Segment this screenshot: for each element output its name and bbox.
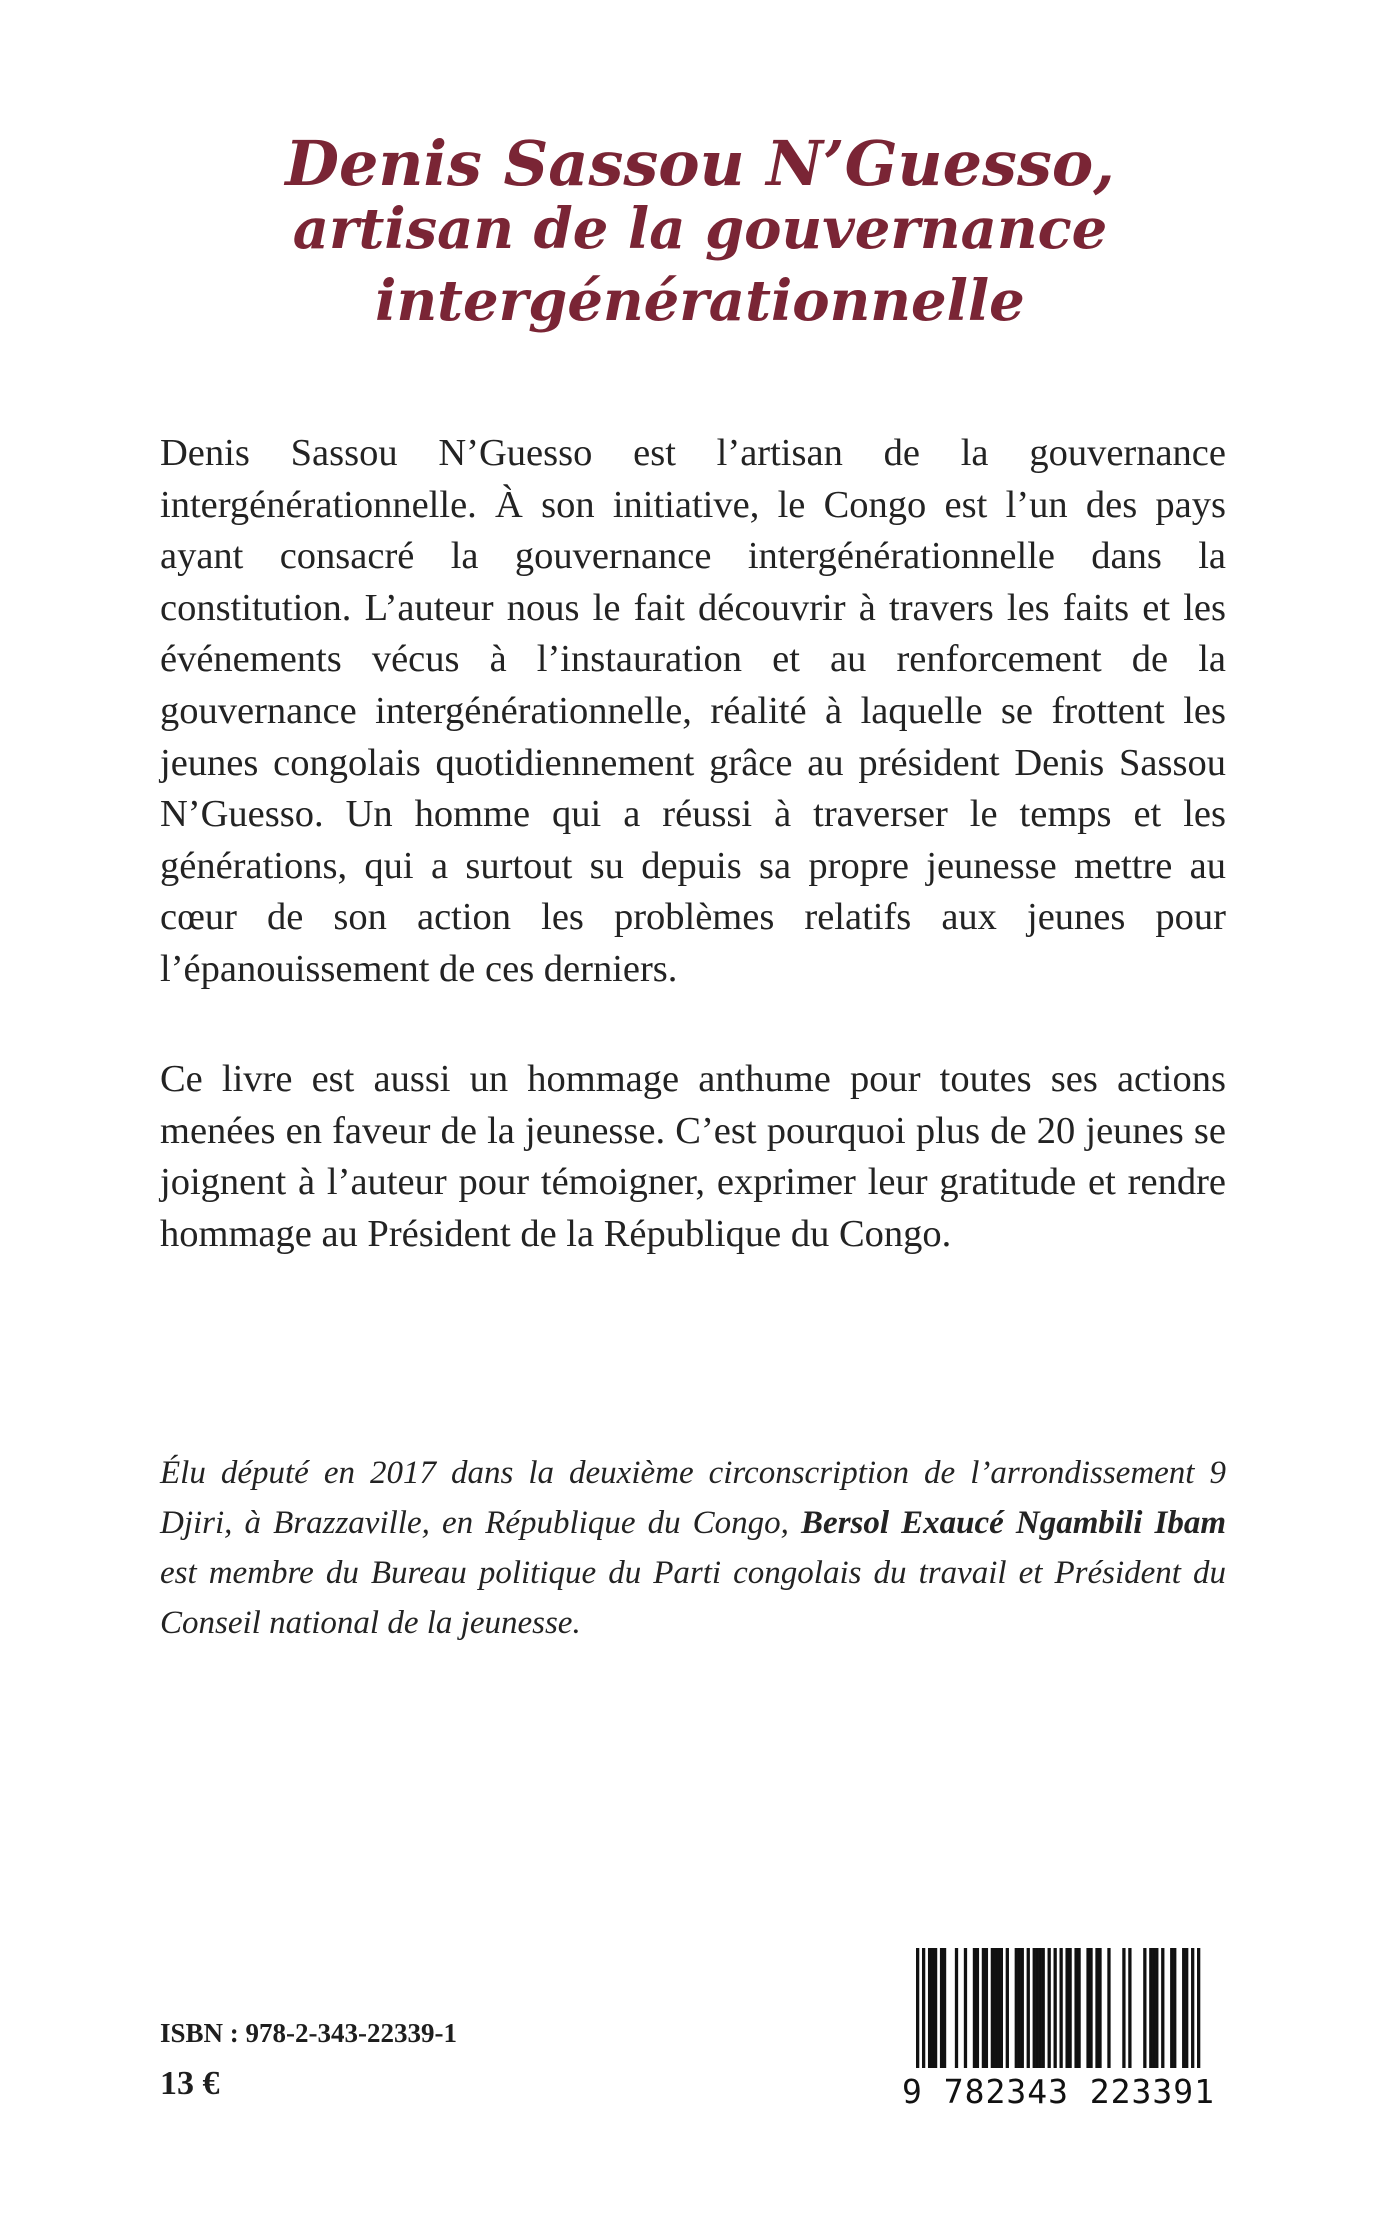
author-bio — [160, 1448, 1226, 1648]
isbn-label: ISBN : 978-2-343-22339-1 — [160, 2018, 457, 2048]
title-line-2: artisan de la gouvernance — [292, 196, 1108, 262]
author-name: Bersol Exaucé Ngambili Ibam — [801, 1505, 1227, 1541]
title-line-1: Denis Sassou N’Guesso, — [285, 127, 1115, 200]
price-label: 13 € — [160, 2065, 220, 2102]
barcode-digits: 9 782343 223391 — [902, 2068, 1214, 2116]
summary-paragraph-1: Denis Sassou N’Guesso est l’artisan de la gouvernance intergénérationnelle. À son initiative, le Congo est l’un des pays ayant consacré la gouvernance intergénérationnelle dans la constitution. L’auteur nous le fait découvrir à travers les faits et les événements vécus à l’instauration et au renforcement de la gouvernance intergénérationnelle, réalité à laquelle se frottent les jeunes congolais quotidiennement grâce au président Denis Sassou N’Guesso. Un homme qui a réussi à traverser le temps et les générations, qui a surtout su depuis sa propre jeunesse mettre au cœur de son action les problèmes relatifs aux jeunes pour l’épanouissement de ces derniers. — [160, 432, 1226, 990]
author-bio-roles: est membre du Bureau politique du Parti congolais du travail et Président du Conseil national de la jeunesse. — [160, 1555, 1226, 1641]
author-bio-intro: Élu député en 2017 dans la deuxième circonscription de l’arrondissement 9 Djiri, à Brazzaville, en République du Congo, — [160, 1455, 1226, 1541]
title-line-3: intergénérationnelle — [375, 268, 1025, 334]
summary-paragraph-2: Ce livre est aussi un hommage anthume pour toutes ses actions menées en faveur de la jeunesse. C’est pourquoi plus de 20 jeunes se joignent à l’auteur pour témoigner, exprimer leur gratitude et rendre hommage au Président de la République du Congo. — [160, 1058, 1226, 1255]
